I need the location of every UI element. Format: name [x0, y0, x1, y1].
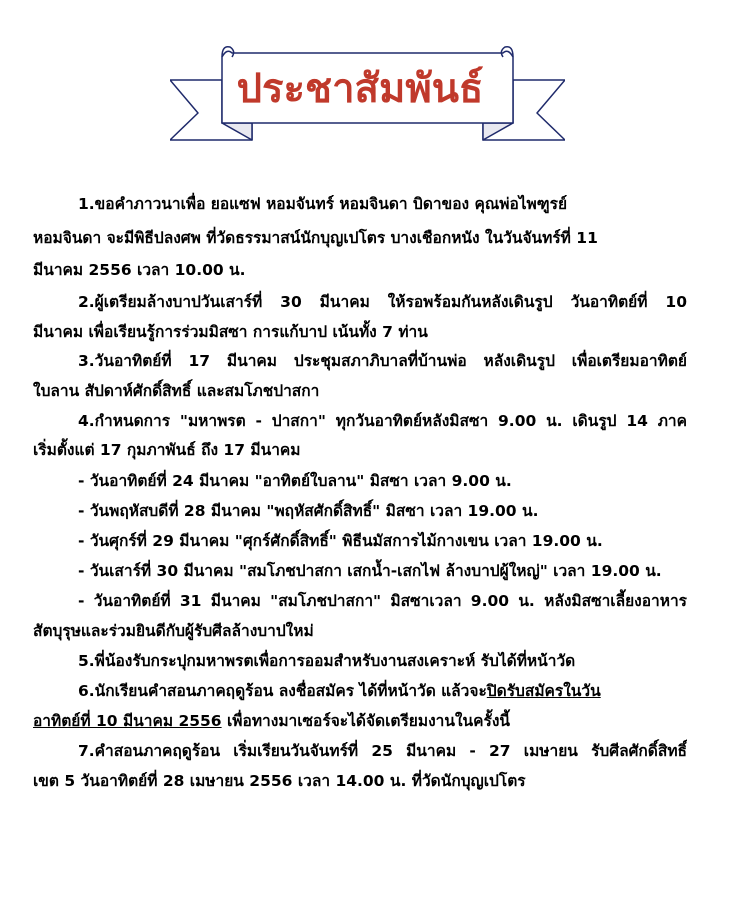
item-6-text: 6.นักเรียนคำสอนภาคฤดูร้อน ลงชื่อสมัคร ได้ที่หน้าวัด แล้วจะ	[78, 682, 487, 700]
item-7-line-2: เขต 5 วันอาทิตย์ที่ 28 เมษายน 2556 เวลา 14.00 น. ที่วัดนักบุญเปโตร	[33, 772, 526, 790]
item-4-sub-3: - วันศุกร์ที่ 29 มีนาคม "ศุกร์ศักดิ์สิทธิ์" พิธีนมัสการไม้กางเขน เวลา 19.00 น.	[78, 532, 603, 550]
item-4-sub-5-line-1: - วันอาทิตย์ที่ 31 มีนาคม "สมโภชปาสกา" มิสซาเวลา 9.00 น. หลังมิสซาเลี้ยงอาหาร	[78, 592, 687, 610]
item-4-sub-4: - วันเสาร์ที่ 30 มีนาคม "สมโภชปาสกา เสกน้ำ-เสกไฟ ล้างบาปผู้ใหญ่" เวลา 19.00 น.	[78, 562, 662, 580]
item-3-line-1: 3.วันอาทิตย์ที่ 17 มีนาคม ประชุมสภาภิบาลที่บ้านพ่อ หลังเดินรูป เพื่อเตรียมอาทิตย์	[78, 352, 687, 370]
item-1-line-1: 1.ขอคำภาวนาเพื่อ ยอแซฟ หอมจันทร์ หอมจินดา บิดาของ คุณพ่อไพฑูรย์	[78, 195, 568, 213]
item-6-underlined-text: ปิดรับสมัครในวัน	[486, 682, 601, 700]
item-4-sub-2: - วันพฤหัสบดีที่ 28 มีนาคม "พฤหัสศักดิ์สิทธิ์" มิสซา เวลา 19.00 น.	[78, 502, 539, 520]
page-title: ประชาสัมพันธ์	[236, 65, 484, 112]
item-1-line-2: หอมจินดา จะมีพิธีปลงศพ ที่วัดธรรมาสน์นักบุญเปโตร บางเชือกหนัง ในวันจันทร์ที่ 11	[33, 229, 598, 247]
item-6-underlined-date: อาทิตย์ที่ 10 มีนาคม 2556	[33, 712, 222, 730]
item-4-sub-1: - วันอาทิตย์ที่ 24 มีนาคม "อาทิตย์ใบลาน" มิสซา เวลา 9.00 น.	[78, 472, 512, 490]
item-2-line-1: 2.ผู้เตรียมล้างบาปวันเสาร์ที่ 30 มีนาคม ให้รอพร้อมกันหลังเดินรูป วันอาทิตย์ที่ 10	[78, 293, 687, 311]
item-7-line-1: 7.คำสอนภาคฤดูร้อน เริ่มเรียนวันจันทร์ที่ 25 มีนาคม - 27 เมษายน รับศีลศักดิ์สิทธิ์	[78, 742, 687, 760]
item-2-line-2: มีนาคม เพื่อเรียนรู้การร่วมมิสซา การแก้บาป เน้นทั้ง 7 ท่าน	[33, 323, 428, 341]
item-6-line-1	[78, 677, 687, 706]
item-6-text-end: เพื่อทางมาเซอร์จะได้จัดเตรียมงานในครั้งนี้	[221, 712, 510, 730]
item-5-line-1: 5.พี่น้องรับกระปุกมหาพรตเพื่อการออมสำหรับงานสงเคราะห์ รับได้ที่หน้าวัด	[78, 652, 576, 670]
item-4-sub-5-line-2: สัตบุรุษและร่วมยินดีกับผู้รับศีลล้างบาปใหม่	[33, 622, 314, 640]
item-6-line-2	[33, 707, 510, 736]
title-banner	[170, 35, 565, 165]
item-1-line-3: มีนาคม 2556 เวลา 10.00 น.	[33, 261, 246, 279]
item-4-line-2: เริ่มตั้งแต่ 17 กุมภาพันธ์ ถึง 17 มีนาคม	[33, 441, 301, 459]
item-3-line-2: ใบลาน สัปดาห์ศักดิ์สิทธิ์ และสมโภชปาสกา	[33, 382, 320, 400]
item-4-line-1: 4.กำหนดการ "มหาพรต - ปาสกา" ทุกวันอาทิตย์หลังมิสซา 9.00 น. เดินรูป 14 ภาค	[78, 412, 687, 430]
